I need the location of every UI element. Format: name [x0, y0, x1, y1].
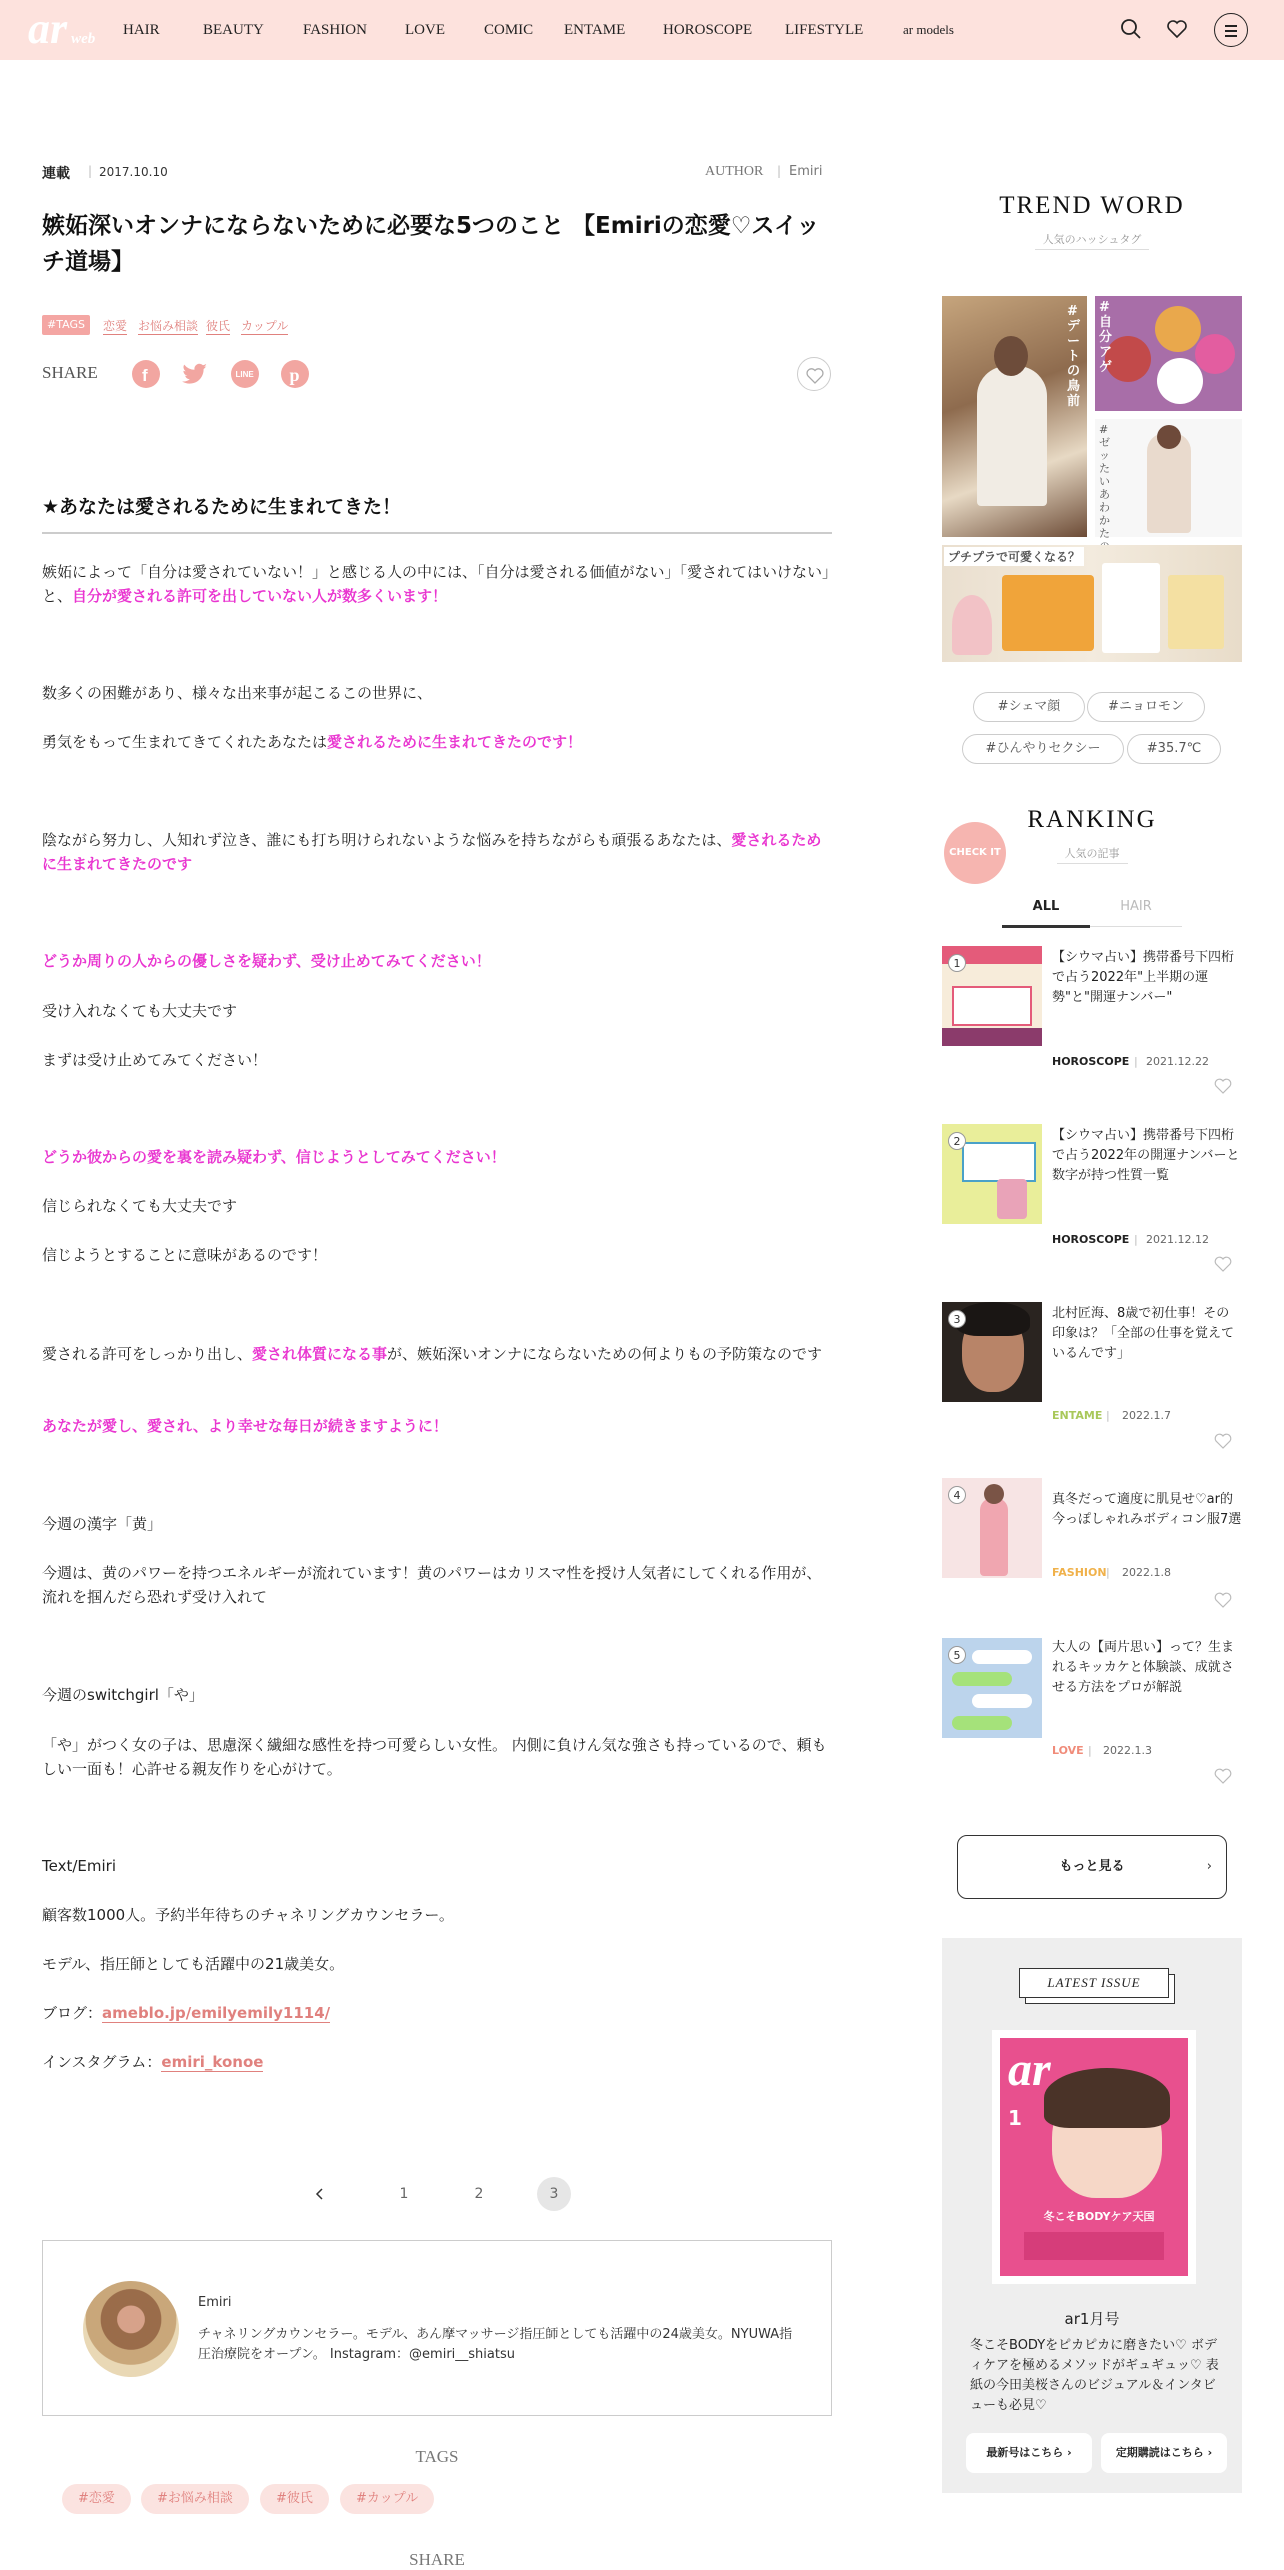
- ranking-category: HOROSCOPE: [1052, 1233, 1130, 1246]
- hashtag-chip[interactable]: #ひんやりセクシー: [962, 734, 1124, 764]
- heart-icon: [798, 358, 832, 392]
- nav-entame[interactable]: ENTAME: [564, 22, 626, 38]
- rank-number: 2: [948, 1132, 966, 1150]
- ranking-thumbnail[interactable]: [942, 946, 1042, 1046]
- share-label: SHARE: [42, 363, 98, 382]
- rank-number: 1: [948, 954, 966, 972]
- ranking-thumbnail[interactable]: [942, 1638, 1042, 1738]
- ranking-heart-icon[interactable]: [1213, 1766, 1233, 1786]
- nav-ar-models[interactable]: ar models: [903, 22, 954, 37]
- ranking-date: 2022.1.3: [1103, 1744, 1152, 1757]
- body-paragraph: 「や」がつく女の子は、思慮深く繊細な感性を持つ可愛らしい女性。 内側に負けん気な強さも持っているので、頼もしい一面も！心許せる親友作りを心がけて。: [42, 1736, 827, 1778]
- latest-issue-badge: LATEST ISSUE: [1019, 1968, 1169, 1998]
- ranking-title: RANKING: [1027, 806, 1157, 833]
- ranking-date: 2021.12.22: [1146, 1055, 1209, 1068]
- instagram-line: インスタグラム：emiri_konoe: [42, 2053, 264, 2071]
- ranking-thumbnail[interactable]: [942, 1478, 1042, 1578]
- latest-issue-panel: [942, 1938, 1242, 2493]
- nav-comic[interactable]: COMIC: [484, 22, 534, 38]
- pagination-page[interactable]: 1: [399, 2186, 409, 2202]
- author-avatar[interactable]: [83, 2281, 179, 2377]
- body-paragraph: どうか彼からの愛を裏を読み疑わず、信じようとしてみてください！: [42, 1148, 506, 1166]
- ranking-category: ENTAME: [1052, 1409, 1103, 1422]
- nav-beauty[interactable]: BEAUTY: [203, 22, 264, 38]
- body-paragraph: 今週は、黄のパワーを持つエネルギーが流れています！黄のパワーはカリスマ性を授け人気者にしてくれる作用が、流れを掴んだら恐れず受け入れて: [42, 1564, 822, 1606]
- tag-pill[interactable]: #恋愛: [62, 2484, 131, 2514]
- body-paragraph: 顧客数1000人。予約半年待ちのチャネリングカウンセラー。: [42, 1906, 454, 1924]
- ranking-divider: |: [1134, 1233, 1138, 1246]
- ranking-heart-icon[interactable]: [1213, 1076, 1233, 1096]
- ranking-category: HOROSCOPE: [1052, 1055, 1130, 1068]
- trend-image-self[interactable]: #自分アゲ: [1095, 296, 1242, 411]
- trend-image-date[interactable]: #デートの鳥前: [942, 296, 1087, 537]
- search-icon[interactable]: [1118, 16, 1144, 42]
- body-paragraph: 信じられなくても大丈夫です: [42, 1197, 238, 1215]
- issue-description: 冬こそBODYをピカピカに磨きたい♡ ボディケアを極めるメソッドがギュギュッ♡ 表紙の今田美桜さんのビジュアル＆インタビューも必見♡: [970, 2338, 1219, 2413]
- ranking-heart-icon[interactable]: [1213, 1590, 1233, 1610]
- latest-issue-button[interactable]: 最新号はこちら ›: [966, 2433, 1092, 2473]
- tag-pill[interactable]: #彼氏: [260, 2484, 329, 2514]
- more-button[interactable]: もっと見る ›: [957, 1835, 1227, 1899]
- rank-number: 3: [948, 1310, 966, 1328]
- body-paragraph: Text/Emiri: [42, 1857, 116, 1875]
- nav-love[interactable]: LOVE: [405, 22, 445, 38]
- blog-line: ブログ：ameblo.jp/emilyemily1114/: [42, 2004, 331, 2022]
- svg-text:p: p: [289, 365, 300, 385]
- author-box-name[interactable]: Emiri: [198, 2295, 232, 2310]
- site-header: [0, 0, 1284, 60]
- trend-word-title: TREND WORD: [999, 192, 1185, 219]
- tag-link[interactable]: 彼氏: [206, 319, 231, 333]
- ranking-heart-icon[interactable]: [1213, 1431, 1233, 1451]
- nav-hair[interactable]: HAIR: [123, 22, 160, 38]
- article-category[interactable]: 連載: [42, 166, 70, 182]
- ranking-title-text[interactable]: 大人の【両片思い】って？生まれるキッカケと体験談、成就させる方法をプロが解説: [1052, 1640, 1235, 1695]
- cover-image: ar 1 冬こそBODYケア天国: [1000, 2038, 1188, 2276]
- ranking-subtitle: 人気の記事: [942, 845, 1242, 861]
- ranking-category: FASHION: [1052, 1566, 1107, 1579]
- author-label: AUTHOR: [705, 164, 764, 179]
- tags-section-title: TAGS: [415, 2447, 459, 2466]
- ranking-title-text[interactable]: 【シウマ占い】携帯番号下四桁で占う2022年"上半期の運勢"と"開運ナンバー": [1052, 950, 1235, 1005]
- body-paragraph: 愛される許可をしっかり出し、愛され体質になる事が、嫉妬深いオンナにならないための何よりもの予防策なのです: [42, 1345, 823, 1363]
- ranking-tab-indicator: [1002, 925, 1090, 928]
- body-paragraph: 勇気をもって生まれてきてくれたあなたは愛されるために生まれてきたのです！: [42, 733, 583, 751]
- menu-button[interactable]: [1214, 13, 1248, 47]
- pagination-prev[interactable]: [303, 2177, 337, 2211]
- share-section-title: SHARE: [409, 2550, 465, 2569]
- body-paragraph: どうか周りの人からの優しさを疑わず、受け止めてみてください！: [42, 952, 491, 970]
- article-date: 2017.10.10: [99, 165, 168, 179]
- blog-link[interactable]: ameblo.jp/emilyemily1114/: [102, 2004, 331, 2022]
- ranking-date: 2022.1.8: [1122, 1566, 1171, 1579]
- tag-link[interactable]: カップル: [241, 319, 289, 333]
- ranking-divider: |: [1106, 1409, 1110, 1422]
- meta-divider: |: [88, 164, 93, 178]
- tag-link[interactable]: 恋愛: [103, 319, 128, 333]
- body-paragraph: あなたが愛し、愛され、より幸せな毎日が続きますように！: [42, 1417, 448, 1435]
- hashtag-chip[interactable]: #35.7℃: [1127, 734, 1221, 764]
- ranking-title-text[interactable]: 真冬だって適度に肌見せ♡ar的今っぽしゃれみボディコン服7選: [1052, 1492, 1242, 1527]
- meta-divider: |: [777, 164, 782, 178]
- body-paragraph: 嫉妬によって「自分は愛されていない！」と感じる人の中には、「自分は愛される価値がない」「愛されてはいけない」と、自分が愛される許可を出していない人が数多くいます！: [42, 563, 830, 605]
- ranking-date: 2022.1.7: [1122, 1409, 1171, 1422]
- body-paragraph: 信じようとすることに意味があるのです！: [42, 1246, 328, 1264]
- issue-name: ar1月号: [1064, 2310, 1120, 2328]
- tag-pill[interactable]: #カップル: [340, 2484, 434, 2514]
- pagination-page-current[interactable]: 3: [537, 2177, 571, 2211]
- chevron-left-icon: [303, 2177, 337, 2211]
- body-paragraph: 今週のswitchgirl「や」: [42, 1686, 204, 1704]
- pinterest-share-button[interactable]: [281, 360, 309, 388]
- svg-text:f: f: [142, 366, 148, 385]
- ranking-title-text[interactable]: 【シウマ占い】携帯番号下四桁で占う2022年の開運ナンバーと数字が持つ性質一覧: [1052, 1128, 1240, 1183]
- trend-image-petit[interactable]: プチプラで可愛くなる？: [942, 545, 1242, 662]
- chevron-right-icon: ›: [1206, 1859, 1212, 1874]
- ranking-tab-hair[interactable]: HAIR: [1120, 899, 1152, 914]
- check-it-badge: CHECK IT: [944, 822, 1006, 884]
- subscribe-button[interactable]: 定期購読はこちら ›: [1101, 2433, 1227, 2473]
- section-divider: [42, 532, 832, 534]
- ranking-tab-all[interactable]: ALL: [1032, 899, 1060, 914]
- tag-pill[interactable]: #お悩み相談: [141, 2484, 249, 2514]
- ranking-divider: |: [1134, 1055, 1138, 1068]
- article-favorite-button[interactable]: [797, 357, 831, 391]
- site-logo[interactable]: ar web: [28, 4, 96, 53]
- tag-link[interactable]: お悩み相談: [138, 319, 199, 333]
- pagination-page[interactable]: 2: [474, 2186, 484, 2202]
- twitter-share-icon[interactable]: [180, 361, 210, 387]
- trend-word-subtitle: 人気のハッシュタグ: [942, 231, 1242, 247]
- ranking-thumbnail[interactable]: [942, 1124, 1042, 1224]
- rank-number: 4: [948, 1486, 966, 1504]
- facebook-icon: [132, 360, 160, 388]
- ranking-divider: |: [1088, 1744, 1092, 1757]
- line-share-button[interactable]: [231, 360, 259, 388]
- body-paragraph: 数多くの困難があり、様々な出来事が起こるこの世界に、: [42, 684, 433, 702]
- instagram-link[interactable]: emiri_konoe: [161, 2053, 264, 2071]
- trend-image-ng[interactable]: #ゼッたいあわかた: [1095, 419, 1242, 537]
- body-paragraph: 受け入れなくても大丈夫です: [42, 1002, 238, 1020]
- tags-label: #TAGS: [42, 315, 90, 335]
- ranking-date: 2021.12.12: [1146, 1233, 1209, 1246]
- facebook-share-button[interactable]: [132, 360, 160, 388]
- author-name[interactable]: Emiri: [789, 164, 823, 179]
- body-paragraph: 陰ながら努力し、人知れず泣き、誰にも打ち明けられないような悩みを持ちながらも頑張るあなたは、愛されるために生まれてきたのです: [42, 831, 822, 873]
- magazine-cover[interactable]: [992, 2030, 1196, 2284]
- ranking-thumbnail[interactable]: [942, 1302, 1042, 1402]
- ranking-heart-icon[interactable]: [1213, 1254, 1233, 1274]
- ranking-divider: |: [1106, 1566, 1110, 1579]
- svg-text:LINE: LINE: [235, 370, 254, 379]
- body-paragraph: 今週の漢字「黄」: [42, 1515, 163, 1533]
- body-paragraph: モデル、指圧師としても活躍中の21歳美女。: [42, 1955, 345, 1973]
- nav-fashion[interactable]: FASHION: [303, 22, 367, 38]
- hashtag-chip[interactable]: #ニョロモン: [1087, 692, 1205, 722]
- ranking-category: LOVE: [1052, 1744, 1084, 1757]
- pinterest-icon: [281, 360, 309, 388]
- author-box-description: チャネリングカウンセラー。モデル、あん摩マッサージ指圧師としても活躍中の24歳美女。NYUWA指圧治療院をオープン。 Instagram：@emiri__shiatsu: [198, 2327, 793, 2362]
- rank-number: 5: [948, 1646, 966, 1664]
- author-profile-box: [42, 2240, 832, 2416]
- nav-lifestyle[interactable]: LIFESTYLE: [785, 22, 864, 38]
- body-paragraph: まずは受け止めてみてください！: [42, 1051, 268, 1069]
- nav-horoscope[interactable]: HOROSCOPE: [663, 22, 753, 38]
- ranking-title-text[interactable]: 北村匠海、8歳で初仕事！その印象は？「全部の仕事を覚えているんです」: [1052, 1306, 1235, 1361]
- hashtag-chip[interactable]: #シェマ顔: [973, 692, 1085, 722]
- line-icon: [231, 360, 259, 388]
- section-heading: ★あなたは愛されるために生まれてきた！: [42, 496, 402, 518]
- article-title: 嫉妬深いオンナにならないために必要な5つのこと 【Emiriの恋愛♡スイッチ道場】: [42, 213, 820, 275]
- favorite-heart-icon[interactable]: [1164, 16, 1190, 42]
